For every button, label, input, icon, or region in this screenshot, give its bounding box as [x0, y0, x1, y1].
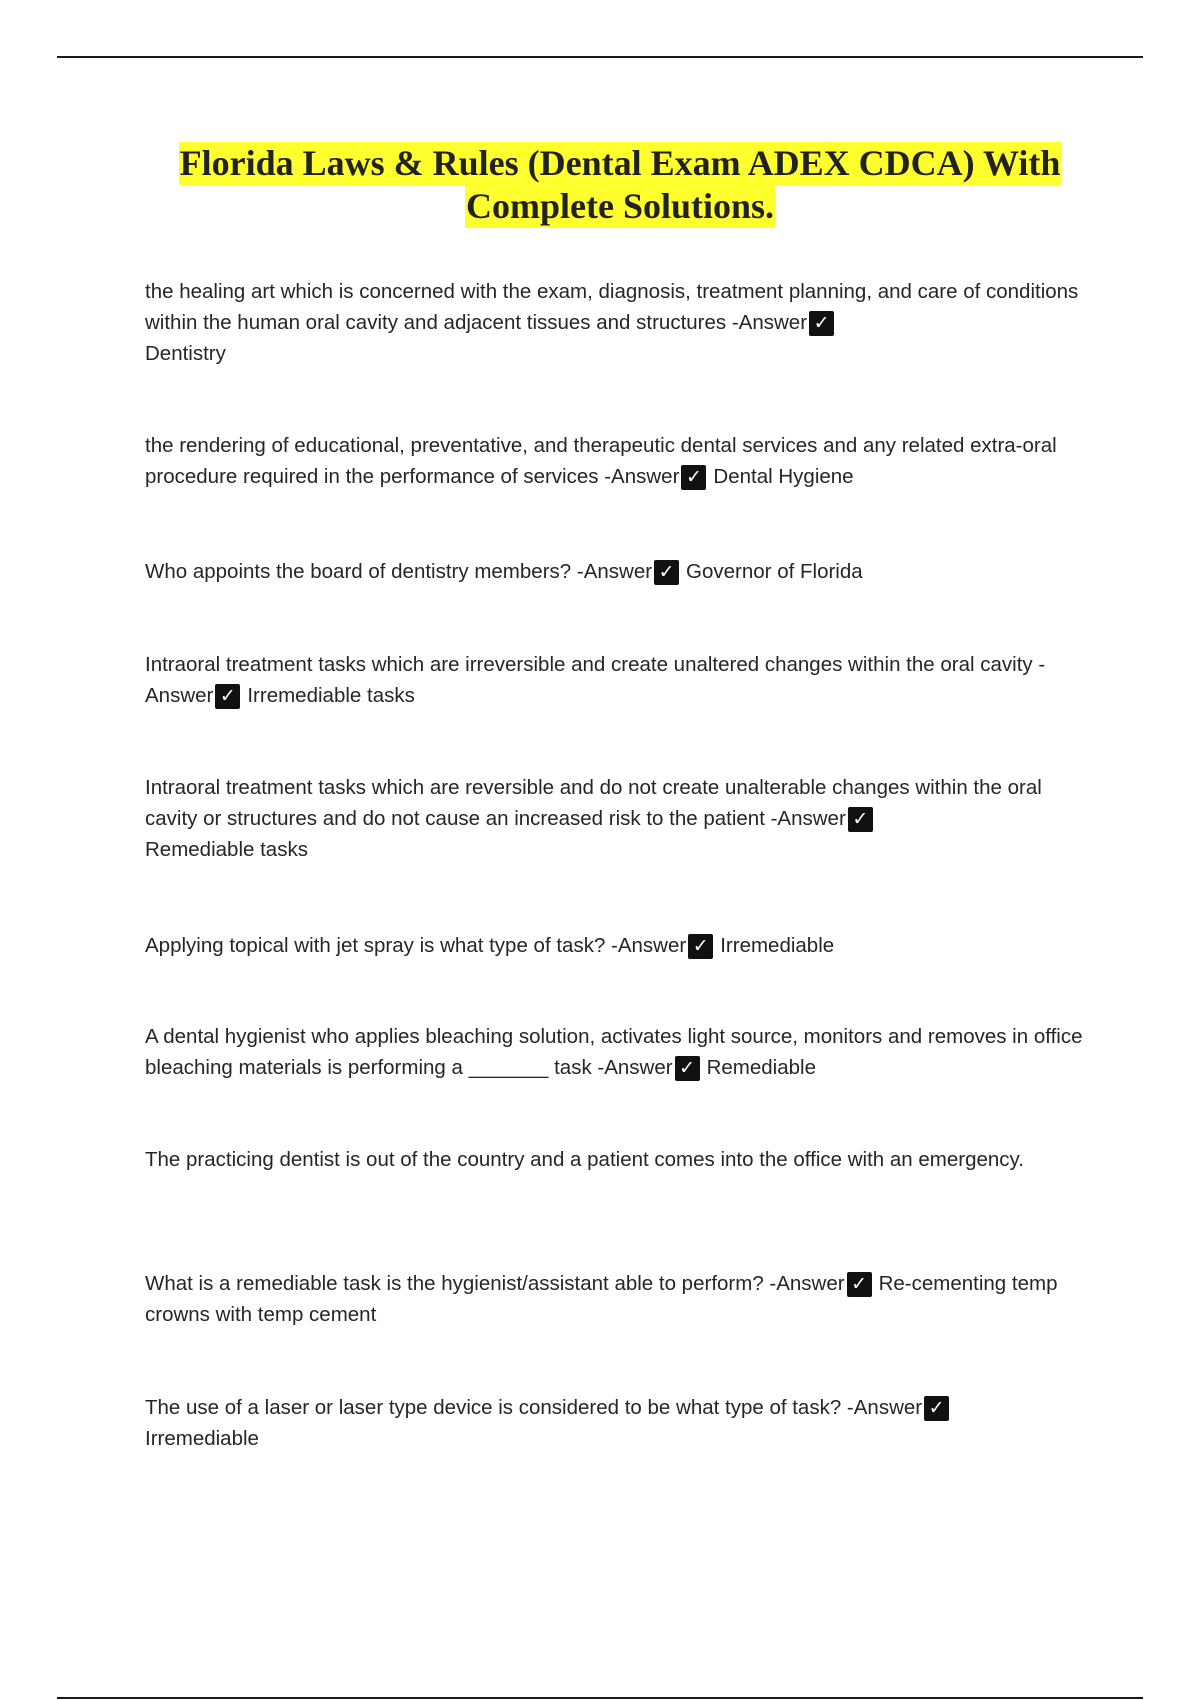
- answer-text: Irremediable: [145, 1427, 259, 1450]
- check-box-icon: ✓: [809, 311, 834, 336]
- title-line-1: Florida Laws & Rules (Dental Exam ADEX CDCA) With: [179, 143, 1061, 183]
- check-box-icon: ✓: [654, 560, 679, 585]
- question-text: Intraoral treatment tasks which are reversible and do not create unalterable changes within the oral cavity or structures and do not cause an increased risk to the patient -Answer: [145, 776, 1042, 830]
- qa-item-10: [145, 1392, 1090, 1454]
- document-title: [130, 142, 1110, 228]
- question-text: A dental hygienist who applies bleaching solution, activates light source, monitors and removes in office bleaching materials is performing a _______ task -Answer: [145, 1025, 1083, 1079]
- question-text: the healing art which is concerned with the exam, diagnosis, treatment planning, and care of conditions within the human oral cavity and adjacent tissues and structures -Answer: [145, 280, 1079, 334]
- qa-item-8: [145, 1144, 1090, 1175]
- answer-text: Dentistry: [145, 342, 226, 365]
- qa-item-4: [145, 649, 1090, 711]
- check-box-icon: ✓: [847, 1272, 872, 1297]
- answer-text: Irremediable: [720, 934, 835, 957]
- answer-text: Irremediable tasks: [247, 684, 415, 707]
- top-rule: [57, 56, 1143, 58]
- answer-text: Remediable: [706, 1056, 816, 1079]
- check-box-icon: ✓: [215, 684, 240, 709]
- question-text: The practicing dentist is out of the country and a patient comes into the office with an emergency.: [145, 1148, 1024, 1171]
- check-box-icon: ✓: [681, 465, 706, 490]
- qa-item-7: [145, 1021, 1090, 1083]
- bottom-rule: [57, 1697, 1143, 1699]
- qa-item-5: [145, 772, 1090, 865]
- qa-item-1: [145, 276, 1090, 369]
- qa-item-9: [145, 1268, 1090, 1330]
- answer-text: Governor of Florida: [686, 560, 863, 583]
- qa-item-6: [145, 930, 1090, 961]
- title-line-2: Complete Solutions.: [465, 186, 775, 226]
- check-box-icon: ✓: [688, 934, 713, 959]
- question-text: the rendering of educational, preventative, and therapeutic dental services and any related extra-oral procedure required in the performance of services -Answer: [145, 434, 1057, 488]
- question-text: Who appoints the board of dentistry members? -Answer: [145, 560, 653, 583]
- question-text: Applying topical with jet spray is what type of task? -Answer: [145, 934, 687, 957]
- answer-text: Remediable tasks: [145, 838, 308, 861]
- question-text: The use of a laser or laser type device is considered to be what type of task? -Answer: [145, 1396, 923, 1419]
- check-box-icon: ✓: [848, 807, 873, 832]
- check-box-icon: ✓: [675, 1056, 700, 1081]
- question-text: What is a remediable task is the hygienist/assistant able to perform? -Answer: [145, 1272, 845, 1295]
- check-box-icon: ✓: [924, 1396, 949, 1421]
- qa-item-3: [145, 556, 1090, 587]
- question-text: Intraoral treatment tasks which are irreversible and create unaltered changes within the oral cavity -Answer: [145, 653, 1046, 707]
- answer-text: Dental Hygiene: [713, 465, 854, 488]
- qa-item-2: [145, 430, 1090, 492]
- answer-text: Re-cementing temp crowns with temp cement: [145, 1272, 1058, 1326]
